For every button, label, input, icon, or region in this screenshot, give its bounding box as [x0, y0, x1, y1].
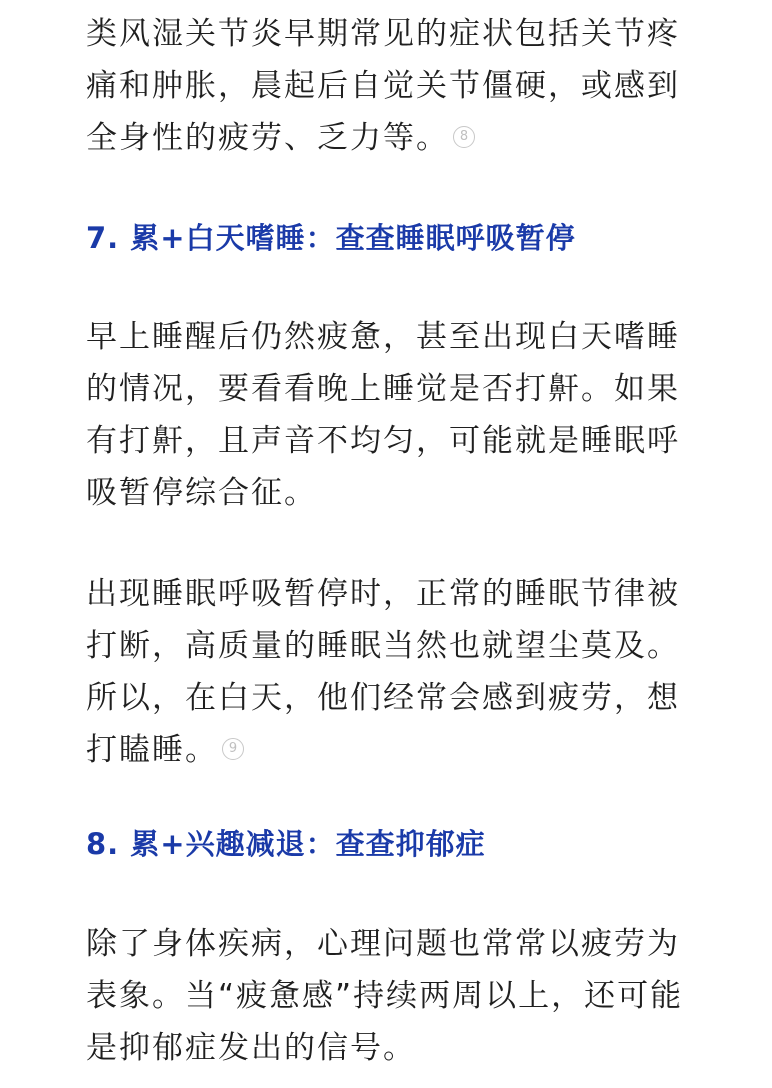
- paragraph-daytime-sleepiness: 早上睡醒后仍然疲惫，甚至出现白天嗜睡的情况，要看看晚上睡觉是否打鼾。如果有打鼾，且声音不均匀，可能就是睡眠呼吸暂停综合征。: [86, 319, 680, 511]
- paragraph-depression-signal: 除了身体疾病，心理问题也常常以疲劳为表象。当“疲惫感”持续两周以上，还可能是抑郁症发出的信号。: [86, 926, 684, 1066]
- section-heading-depression: 8. 累+兴趣减退：查查抑郁症: [86, 827, 486, 861]
- paragraph-sleep-apnea-effects: [86, 568, 686, 776]
- paragraph-rheumatoid-symptoms: [86, 8, 686, 164]
- citation-marker[interactable]: 9: [222, 738, 244, 760]
- paragraph-text: 类风湿关节炎早期常见的症状包括关节疼痛和肿胀，晨起后自觉关节僵硬，或感到全身性的疲劳、乏力等。: [86, 16, 680, 156]
- section-heading-sleep-apnea: 7. 累+白天嗜睡：查查睡眠呼吸暂停: [86, 221, 576, 255]
- citation-marker[interactable]: 8: [453, 126, 475, 148]
- paragraph-text: 出现睡眠呼吸暂停时，正常的睡眠节律被打断，高质量的睡眠当然也就望尘莫及。所以，在白天，他们经常会感到疲劳，想打瞌睡。: [86, 576, 680, 768]
